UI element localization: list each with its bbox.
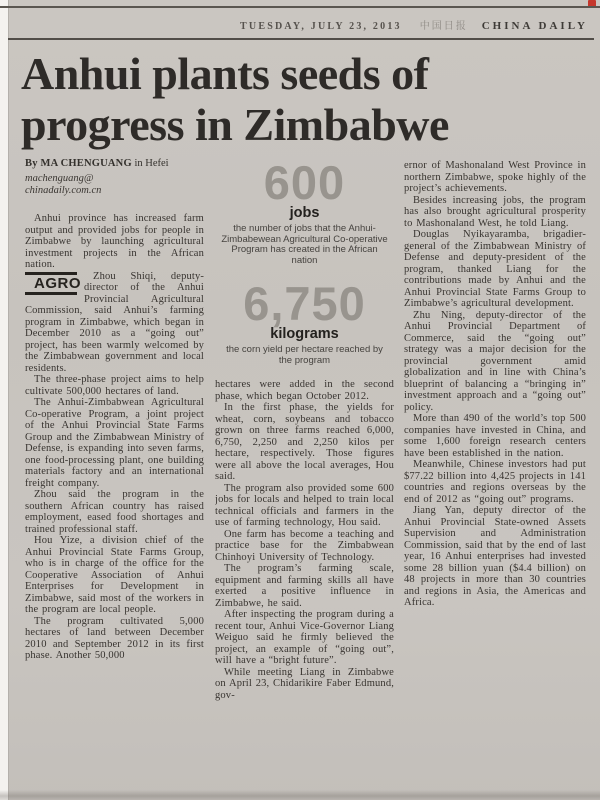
- article-paragraph: Zhu Ning, deputy-director of the Anhui Provincial Department of Commerce, said the “going out” strategy was a major decision for the provincial government amid globalization and in line with China’s blueprint of balancing a “bringing in” investment approach and a “going out” policy.: [404, 309, 586, 413]
- masthead-top-rule: [0, 6, 600, 8]
- article-paragraph: The Anhui-Zimbabwean Agricultural Co-operative Program, a joint project of the Anhui Provincial State Farms Group and the Zimbabwean Ministry of Defense, is expanding into seven farms, one food-processing plant, one building materials factory and an international freight company.: [25, 397, 204, 489]
- article-paragraph: Besides increasing jobs, the program has also brought agricultural prosperity to Mashonaland West, he told Liang.: [404, 194, 586, 229]
- author-email: [25, 173, 204, 196]
- column-1: [25, 158, 204, 794]
- article-paragraph: Jiang Yan, deputy director of the Anhui Provincial State-owned Assets Supervision and Administration Commission, said that by the end of last year, 16 Anhui enterprises had invested some 28 billion yuan ($4.4 billion) on 48 projects in more than 30 countries and regions in Asia, the Americas and Africa.: [404, 505, 586, 608]
- byline-location: in Hefei: [131, 158, 169, 169]
- stat-jobs-value: 600: [263, 160, 346, 209]
- byline-author: By MA CHENGUANG: [25, 158, 132, 169]
- article-paragraph: The program cultivated 5,000 hectares of land between December 2010 and September 2012 in its first phase. Another 50,000: [25, 615, 204, 661]
- headline-line-2: progress in Zimbabwe: [21, 99, 449, 150]
- article-paragraph: The program’s farming scale, equipment and farming skills all have exerted a positive influence in Zimbabwe, he said.: [215, 563, 394, 609]
- article-paragraph: The program also provided some 600 jobs for locals and helped to train local technical officials and farmers in the use of farming technology, Hou said.: [215, 482, 394, 528]
- article-paragraph: One farm has become a teaching and practice base for the Zimbabwean Chinhoyi University of Technology.: [215, 528, 394, 563]
- article-paragraph: [25, 271, 204, 375]
- headline-line-1: Anhui plants seeds of: [21, 48, 429, 99]
- stat-jobs-unit: jobs: [289, 205, 320, 221]
- stat-jobs-description: the number of jobs that the Anhui-Zimbabewean Agricultural Co-operative Program has created in the African nation: [221, 223, 388, 266]
- byline: [25, 158, 204, 170]
- masthead-paper-name: CHINA DAILY: [481, 20, 588, 32]
- stat-kilograms-unit: kilograms: [270, 326, 339, 342]
- column-2: [215, 160, 394, 794]
- page-fold-shadow: [0, 790, 600, 800]
- article-paragraph: After inspecting the program during a recent tour, Anhui Vice-Governor Liang Weiguo said he firmly believed the project, an example of “going out”, will have a “bright future”.: [215, 609, 394, 666]
- agro-section-tag: AGRO: [25, 272, 77, 295]
- scan-edge: [0, 0, 9, 800]
- article-paragraph: While meeting Liang in Zimbabwe on April 23, Chidarikire Faber Edmund, gov-: [215, 666, 394, 701]
- column-3: [404, 160, 586, 794]
- article-paragraph: ernor of Mashonaland West Province in northern Zimbabwe, spoke highly of the project’s achievements.: [404, 160, 586, 194]
- stat-kilograms-description: the corn yield per hectare reached by the program: [226, 344, 383, 366]
- paragraph-text: director of the Anhui Provincial Agricultural Commission, said Anhui’s farming program in Zimbabwe, which began in December 2010 as a “going out” project, has been warmly welcomed by the Zimbabwean government and local residents.: [25, 282, 204, 374]
- email-line-1: machenguang@: [25, 173, 94, 184]
- article-paragraph: More than 490 of the world’s top 500 companies have invested in China, and some 1,600 foreign research centers have been established in the nation.: [404, 413, 586, 459]
- article-paragraph: The three-phase project aims to help cultivate 500,000 hectares of land.: [25, 374, 204, 397]
- article-paragraph: Meanwhile, Chinese investors had put $77.22 billion into 4,425 projects in 141 countries and regions overseas by the end of 2012 as “going out” programs.: [404, 459, 586, 505]
- stat-kilograms: [215, 277, 394, 366]
- email-line-2: chinadaily.com.cn: [25, 184, 102, 196]
- article-paragraph: Zhou said the program in the southern African country has raised employment, eased food shortages and trained professional staff.: [25, 489, 204, 535]
- article-paragraph: Anhui province has increased farm output and provided jobs for people in Zimbabwe by launching agricultural investment projects in the African nation.: [25, 213, 204, 270]
- article-paragraph: Douglas Nyikayaramba, brigadier-general of the Zimbabwean Ministry of Defense and deputy-president of the program, thanked Liang for the contributions made by Anhui and the Anhui Provincial State Farms Group to Zimbabwe’s agricultural development.: [404, 229, 586, 309]
- masthead: [0, 16, 588, 34]
- masthead-bottom-rule: [8, 38, 594, 40]
- article-headline: [21, 48, 591, 150]
- article-paragraph: In the first phase, the yields for wheat, corn, soybeans and tobacco grown on three farms reached 6,000, 6,750, 2,250 and 2,250 kilos per hectare, respectively. Those figures were all above the local averages, Hou said.: [215, 402, 394, 482]
- masthead-chinese-logo: 中国日报: [419, 21, 468, 32]
- masthead-date: TUESDAY, JULY 23, 2013: [240, 21, 402, 32]
- article-paragraph: Hou Yize, a division chief of the Anhui Provincial State Farms Group, who is in charge of the office for the Cooperative Association of Anhui Enterprises for Development in Zimbabwe, said most of the workers in the program are local people.: [25, 535, 204, 615]
- stat-kilograms-value: 6,750: [243, 277, 366, 330]
- paragraph-text: Zhou Shiqi, deputy-: [93, 270, 204, 282]
- article-paragraph: hectares were added in the second phase, which began October 2012.: [215, 379, 394, 402]
- stat-jobs: [215, 162, 394, 266]
